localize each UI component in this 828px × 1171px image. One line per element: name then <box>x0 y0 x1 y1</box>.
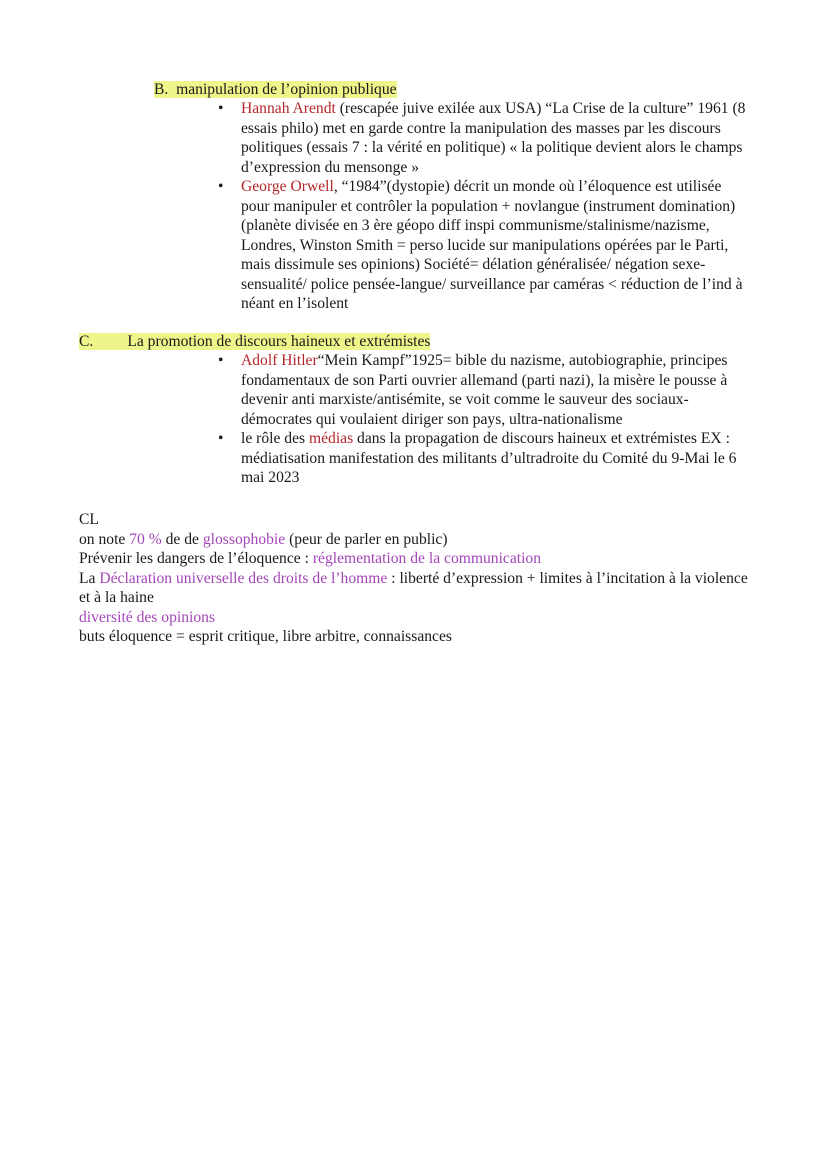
list-item-text: “Mein Kampf”1925= bible du nazisme, autobiographie, principes fondamentaux de son Parti ouvrier allemand (parti nazi), la misère le pousse à devenir anti marxiste/antisémite, se voit comme le sauveur des sociaux-démocrates qui voulaient diriger son pays, ultra-nationalisme <box>241 352 728 428</box>
text: Prévenir les dangers de l’éloquence : <box>79 550 313 567</box>
section-b-heading <box>154 80 397 99</box>
list-item <box>216 429 746 488</box>
text: de de <box>161 530 203 548</box>
bullet-icon: • <box>218 100 224 117</box>
section-c-letter: C. <box>79 333 94 350</box>
person-name: George Orwell <box>241 178 334 195</box>
section-b-letter: B. <box>154 81 169 98</box>
text: (peur de parler en public) <box>285 530 448 548</box>
text: : liberté d’expression + limites à l’incitation à la violence et à la haine <box>79 569 748 606</box>
list-item-prefix: le rôle des <box>241 430 309 447</box>
conclusion-line <box>79 569 749 608</box>
section-b-title: manipulation de l’opinion publique <box>176 81 397 98</box>
media-term: médias <box>308 430 354 447</box>
key-term: glossophobie <box>202 530 286 548</box>
person-name: Hannah Arendt <box>241 100 336 117</box>
percentage: 70 % <box>129 530 162 548</box>
list-item <box>216 177 746 314</box>
list-item-text: dans la propagation de discours haineux et extrémistes EX : médiatisation manifestation des militants d’ultradroite du Comité du 9-Mai le 6 mai 2023 <box>241 430 737 486</box>
conclusion <box>79 510 749 647</box>
person-name: Adolf Hitler <box>241 352 318 369</box>
list-item <box>216 99 746 177</box>
key-term: réglementation de la communication <box>312 550 542 567</box>
section-b-highlight <box>154 81 397 98</box>
list-item-text: (rescapée juive exilée aux USA) “La Crise de la culture” 1961 (8 essais philo) met en garde contre la manipulation des masses par les discours politiques (essais 7 : la vérité en politique) « la politique devient alors le champs d’expression du mensonge » <box>241 100 746 176</box>
list-item <box>216 351 746 429</box>
conclusion-heading: CL <box>79 511 99 528</box>
key-term: diversité des opinions <box>79 608 215 626</box>
text: La <box>79 569 100 587</box>
bullet-icon: • <box>218 430 224 447</box>
bullet-icon: • <box>218 352 224 369</box>
bullet-icon: • <box>218 178 224 195</box>
list-item-text: , “1984”(dystopie) décrit un monde où l’éloquence est utilisée pour manipuler et contrôler la population + novlangue (instrument domination) (planète divisée en 3 ère géopo diff inspi communisme/stalinisme/nazisme, Londres, Winston Smith = perso lucide sur manipulations opérées par le Parti, mais dissimule ses opinions) Société= délation généralisée/ négation sexe-sensualité/ police pensée-langue/ surveillance par caméras < réduction de l’ind à néant en l’isolent <box>241 178 743 312</box>
section-b-list <box>216 99 746 314</box>
text: on note <box>79 530 130 548</box>
section-c-highlight <box>79 333 430 350</box>
key-term: Déclaration universelle des droits de l’homme <box>99 569 388 587</box>
section-c-heading <box>79 332 430 351</box>
conclusion-line <box>79 549 749 569</box>
section-c-list <box>216 351 746 488</box>
conclusion-line: buts éloquence = esprit critique, libre arbitre, connaissances <box>79 628 452 645</box>
section-c-title: La promotion de discours haineux et extrémistes <box>127 333 431 350</box>
conclusion-line <box>79 530 749 550</box>
